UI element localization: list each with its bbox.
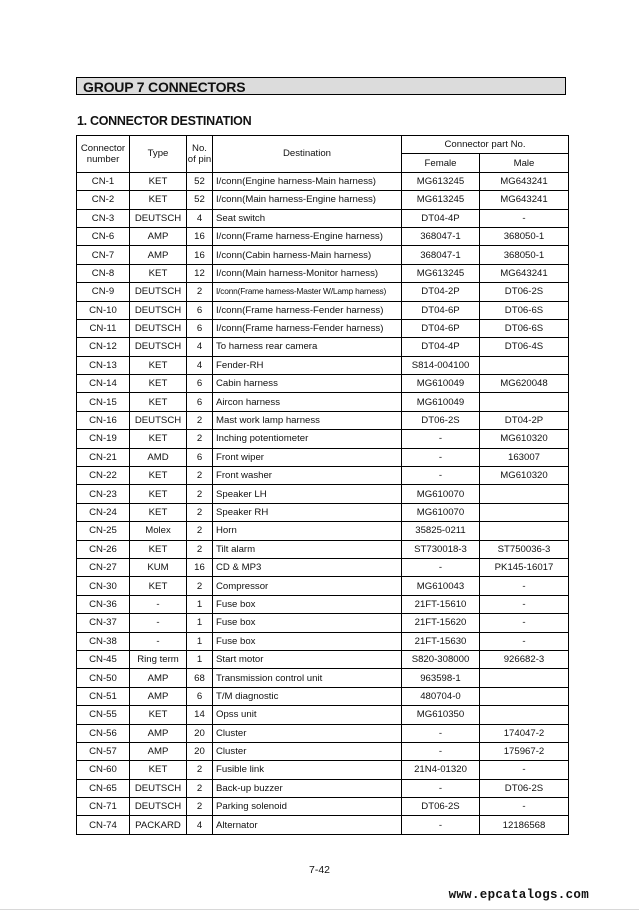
cell-female: MG610070: [402, 503, 480, 521]
cell-male: MG620048: [480, 375, 569, 393]
table-row: [77, 246, 569, 264]
cell-female: -: [402, 816, 480, 834]
cell-destination: Cabin harness: [213, 375, 402, 393]
cell-destination: To harness rear camera: [213, 338, 402, 356]
cell-male: DT06-2S: [480, 283, 569, 301]
cell-type: DEUTSCH: [130, 798, 187, 816]
cell-destination: Fuse box: [213, 595, 402, 613]
cell-pins: 2: [187, 779, 213, 797]
cell-male: ST750036-3: [480, 540, 569, 558]
cell-type: KET: [130, 577, 187, 595]
cell-connector-number: CN-74: [77, 816, 130, 834]
header-pins: No. of pin: [187, 136, 213, 173]
cell-pins: 4: [187, 356, 213, 374]
cell-female: 480704-0: [402, 687, 480, 705]
cell-female: -: [402, 558, 480, 576]
cell-type: DEUTSCH: [130, 338, 187, 356]
cell-female: 21FT-15630: [402, 632, 480, 650]
cell-type: AMP: [130, 246, 187, 264]
cell-connector-number: CN-12: [77, 338, 130, 356]
cell-pins: 4: [187, 338, 213, 356]
cell-connector-number: CN-26: [77, 540, 130, 558]
table-row: [77, 393, 569, 411]
cell-destination: Fuse box: [213, 632, 402, 650]
cell-type: KET: [130, 467, 187, 485]
table-row: [77, 503, 569, 521]
cell-type: DEUTSCH: [130, 319, 187, 337]
cell-female: -: [402, 430, 480, 448]
cell-female: DT04-2P: [402, 283, 480, 301]
cell-male: [480, 356, 569, 374]
cell-type: AMP: [130, 669, 187, 687]
cell-connector-number: CN-27: [77, 558, 130, 576]
cell-destination: I/conn(Main harness-Monitor harness): [213, 264, 402, 282]
table-row: [77, 614, 569, 632]
cell-destination: Cluster: [213, 724, 402, 742]
cell-destination: Mast work lamp harness: [213, 411, 402, 429]
cell-type: KET: [130, 356, 187, 374]
cell-female: DT04-6P: [402, 301, 480, 319]
cell-female: -: [402, 448, 480, 466]
table-row: [77, 687, 569, 705]
cell-type: PACKARD: [130, 816, 187, 834]
cell-male: DT04-2P: [480, 411, 569, 429]
cell-type: KUM: [130, 558, 187, 576]
table-row: [77, 632, 569, 650]
cell-connector-number: CN-11: [77, 319, 130, 337]
cell-female: DT04-4P: [402, 209, 480, 227]
cell-connector-number: CN-57: [77, 742, 130, 760]
page-number: 7-42: [308, 864, 330, 876]
cell-type: KET: [130, 761, 187, 779]
cell-destination: Compressor: [213, 577, 402, 595]
cell-female: -: [402, 724, 480, 742]
cell-type: DEUTSCH: [130, 779, 187, 797]
cell-type: Ring term: [130, 650, 187, 668]
cell-type: -: [130, 595, 187, 613]
cell-male: 926682-3: [480, 650, 569, 668]
table-row: [77, 669, 569, 687]
table-row: [77, 375, 569, 393]
cell-type: KET: [130, 485, 187, 503]
cell-male: MG610320: [480, 467, 569, 485]
cell-pins: 6: [187, 448, 213, 466]
cell-destination: Transmission control unit: [213, 669, 402, 687]
cell-destination: Start motor: [213, 650, 402, 668]
cell-connector-number: CN-7: [77, 246, 130, 264]
cell-female: 963598-1: [402, 669, 480, 687]
table-body: [77, 172, 569, 834]
cell-male: MG643241: [480, 172, 569, 190]
cell-destination: Aircon harness: [213, 393, 402, 411]
table-row: [77, 816, 569, 834]
cell-destination: Speaker LH: [213, 485, 402, 503]
cell-pins: 4: [187, 816, 213, 834]
cell-destination: Speaker RH: [213, 503, 402, 521]
cell-female: -: [402, 742, 480, 760]
table-row: [77, 577, 569, 595]
cell-type: DEUTSCH: [130, 411, 187, 429]
cell-pins: 16: [187, 227, 213, 245]
cell-male: -: [480, 209, 569, 227]
cell-type: KET: [130, 430, 187, 448]
cell-pins: 6: [187, 319, 213, 337]
cell-type: KET: [130, 393, 187, 411]
cell-pins: 68: [187, 669, 213, 687]
table-row: [77, 264, 569, 282]
table-row: [77, 522, 569, 540]
cell-type: KET: [130, 503, 187, 521]
cell-female: DT06-2S: [402, 411, 480, 429]
cell-connector-number: CN-8: [77, 264, 130, 282]
table-row: [77, 724, 569, 742]
header-male: Male: [480, 154, 569, 172]
cell-pins: 2: [187, 467, 213, 485]
table-row: [77, 227, 569, 245]
cell-pins: 2: [187, 761, 213, 779]
table-row: [77, 742, 569, 760]
table-row: [77, 301, 569, 319]
cell-destination: I/conn(Frame harness-Fender harness): [213, 301, 402, 319]
cell-female: 368047-1: [402, 227, 480, 245]
table-row: [77, 448, 569, 466]
cell-connector-number: CN-56: [77, 724, 130, 742]
cell-connector-number: CN-71: [77, 798, 130, 816]
cell-female: DT06-2S: [402, 798, 480, 816]
cell-type: KET: [130, 540, 187, 558]
cell-female: MG610043: [402, 577, 480, 595]
cell-male: 174047-2: [480, 724, 569, 742]
cell-connector-number: CN-14: [77, 375, 130, 393]
cell-pins: 2: [187, 522, 213, 540]
cell-connector-number: CN-23: [77, 485, 130, 503]
cell-female: MG613245: [402, 172, 480, 190]
cell-type: -: [130, 632, 187, 650]
table-row: [77, 558, 569, 576]
cell-pins: 12: [187, 264, 213, 282]
cell-pins: 4: [187, 209, 213, 227]
cell-male: -: [480, 614, 569, 632]
cell-female: MG610350: [402, 706, 480, 724]
cell-connector-number: CN-36: [77, 595, 130, 613]
table-row: [77, 595, 569, 613]
header-female: Female: [402, 154, 480, 172]
cell-destination: Parking solenoid: [213, 798, 402, 816]
cell-type: AMD: [130, 448, 187, 466]
cell-type: DEUTSCH: [130, 283, 187, 301]
cell-pins: 2: [187, 411, 213, 429]
cell-type: KET: [130, 264, 187, 282]
cell-type: AMP: [130, 687, 187, 705]
cell-type: DEUTSCH: [130, 301, 187, 319]
cell-destination: Inching potentiometer: [213, 430, 402, 448]
cell-destination: I/conn(Frame harness-Engine harness): [213, 227, 402, 245]
cell-male: 368050-1: [480, 246, 569, 264]
cell-male: DT06-2S: [480, 779, 569, 797]
cell-pins: 2: [187, 540, 213, 558]
cell-male: DT06-6S: [480, 301, 569, 319]
cell-pins: 1: [187, 595, 213, 613]
table-row: [77, 467, 569, 485]
cell-connector-number: CN-25: [77, 522, 130, 540]
cell-type: KET: [130, 191, 187, 209]
cell-destination: T/M diagnostic: [213, 687, 402, 705]
cell-type: AMP: [130, 724, 187, 742]
cell-connector-number: CN-50: [77, 669, 130, 687]
cell-connector-number: CN-30: [77, 577, 130, 595]
watermark: www.epcatalogs.com: [448, 888, 589, 902]
cell-type: -: [130, 614, 187, 632]
cell-male: [480, 485, 569, 503]
cell-destination: I/conn(Main harness-Engine harness): [213, 191, 402, 209]
cell-type: AMP: [130, 742, 187, 760]
cell-male: 12186568: [480, 816, 569, 834]
cell-connector-number: CN-19: [77, 430, 130, 448]
cell-destination: Front washer: [213, 467, 402, 485]
cell-destination: Seat switch: [213, 209, 402, 227]
cell-male: [480, 669, 569, 687]
bottom-divider: [0, 909, 639, 910]
cell-pins: 2: [187, 430, 213, 448]
cell-type: KET: [130, 375, 187, 393]
table-row: [77, 761, 569, 779]
cell-female: -: [402, 467, 480, 485]
cell-pins: 52: [187, 191, 213, 209]
cell-destination: Fender-RH: [213, 356, 402, 374]
cell-female: MG613245: [402, 264, 480, 282]
cell-male: [480, 706, 569, 724]
cell-pins: 2: [187, 798, 213, 816]
cell-male: -: [480, 577, 569, 595]
cell-pins: 1: [187, 650, 213, 668]
cell-female: DT04-4P: [402, 338, 480, 356]
cell-connector-number: CN-1: [77, 172, 130, 190]
cell-male: 175967-2: [480, 742, 569, 760]
cell-connector-number: CN-2: [77, 191, 130, 209]
cell-pins: 1: [187, 614, 213, 632]
cell-male: -: [480, 761, 569, 779]
cell-connector-number: CN-10: [77, 301, 130, 319]
cell-connector-number: CN-51: [77, 687, 130, 705]
cell-male: 368050-1: [480, 227, 569, 245]
cell-destination: Front wiper: [213, 448, 402, 466]
cell-connector-number: CN-9: [77, 283, 130, 301]
cell-male: DT06-6S: [480, 319, 569, 337]
cell-destination: Back-up buzzer: [213, 779, 402, 797]
cell-connector-number: CN-45: [77, 650, 130, 668]
table-row: [77, 411, 569, 429]
section-title: 1. CONNECTOR DESTINATION: [77, 114, 252, 128]
cell-female: DT04-6P: [402, 319, 480, 337]
cell-male: [480, 522, 569, 540]
cell-pins: 2: [187, 283, 213, 301]
cell-female: MG613245: [402, 191, 480, 209]
cell-pins: 1: [187, 632, 213, 650]
cell-destination: I/conn(Frame harness-Master W/Lamp harness): [213, 283, 402, 301]
cell-destination: I/conn(Cabin harness-Main harness): [213, 246, 402, 264]
cell-pins: 2: [187, 485, 213, 503]
table-row: [77, 798, 569, 816]
cell-destination: Horn: [213, 522, 402, 540]
cell-male: [480, 503, 569, 521]
cell-male: 163007: [480, 448, 569, 466]
connector-table: [76, 135, 569, 835]
cell-pins: 2: [187, 503, 213, 521]
table-row: [77, 191, 569, 209]
cell-male: MG610320: [480, 430, 569, 448]
cell-type: KET: [130, 172, 187, 190]
cell-pins: 6: [187, 301, 213, 319]
cell-destination: Fusible link: [213, 761, 402, 779]
cell-destination: I/conn(Frame harness-Fender harness): [213, 319, 402, 337]
cell-type: DEUTSCH: [130, 209, 187, 227]
cell-destination: CD & MP3: [213, 558, 402, 576]
cell-connector-number: CN-21: [77, 448, 130, 466]
table-row: [77, 338, 569, 356]
cell-connector-number: CN-16: [77, 411, 130, 429]
table-row: [77, 319, 569, 337]
cell-pins: 6: [187, 375, 213, 393]
cell-male: -: [480, 632, 569, 650]
cell-male: MG643241: [480, 264, 569, 282]
cell-female: 21FT-15620: [402, 614, 480, 632]
cell-male: PK145-16017: [480, 558, 569, 576]
cell-connector-number: CN-13: [77, 356, 130, 374]
cell-pins: 14: [187, 706, 213, 724]
cell-pins: 52: [187, 172, 213, 190]
cell-female: ST730018-3: [402, 540, 480, 558]
cell-male: -: [480, 798, 569, 816]
cell-male: [480, 687, 569, 705]
cell-pins: 20: [187, 742, 213, 760]
cell-destination: Fuse box: [213, 614, 402, 632]
cell-male: MG643241: [480, 191, 569, 209]
cell-connector-number: CN-55: [77, 706, 130, 724]
cell-female: MG610049: [402, 393, 480, 411]
cell-pins: 16: [187, 558, 213, 576]
cell-destination: Tilt alarm: [213, 540, 402, 558]
table-row: [77, 209, 569, 227]
cell-female: 21N4-01320: [402, 761, 480, 779]
cell-connector-number: CN-22: [77, 467, 130, 485]
table-row: [77, 485, 569, 503]
cell-female: 35825-0211: [402, 522, 480, 540]
cell-male: -: [480, 595, 569, 613]
cell-pins: 2: [187, 577, 213, 595]
cell-destination: I/conn(Engine harness-Main harness): [213, 172, 402, 190]
cell-connector-number: CN-15: [77, 393, 130, 411]
cell-female: 368047-1: [402, 246, 480, 264]
cell-type: KET: [130, 706, 187, 724]
cell-pins: 6: [187, 687, 213, 705]
cell-female: -: [402, 779, 480, 797]
table-row: [77, 356, 569, 374]
cell-connector-number: CN-38: [77, 632, 130, 650]
header-destination: Destination: [213, 136, 402, 173]
table-row: [77, 650, 569, 668]
header-type: Type: [130, 136, 187, 173]
cell-connector-number: CN-60: [77, 761, 130, 779]
cell-pins: 16: [187, 246, 213, 264]
cell-male: [480, 393, 569, 411]
cell-connector-number: CN-65: [77, 779, 130, 797]
group-header: GROUP 7 CONNECTORS: [76, 77, 566, 95]
table-row: [77, 430, 569, 448]
cell-type: Molex: [130, 522, 187, 540]
cell-pins: 20: [187, 724, 213, 742]
table-row: [77, 172, 569, 190]
cell-type: AMP: [130, 227, 187, 245]
cell-destination: Opss unit: [213, 706, 402, 724]
cell-connector-number: CN-3: [77, 209, 130, 227]
table-row: [77, 779, 569, 797]
header-connector-number: Connector number: [77, 136, 130, 173]
cell-female: 21FT-15610: [402, 595, 480, 613]
table-row: [77, 540, 569, 558]
cell-female: S814-004100: [402, 356, 480, 374]
cell-female: S820-308000: [402, 650, 480, 668]
cell-female: MG610070: [402, 485, 480, 503]
table-row: [77, 283, 569, 301]
table-row: [77, 706, 569, 724]
cell-pins: 6: [187, 393, 213, 411]
cell-female: MG610049: [402, 375, 480, 393]
cell-destination: Alternator: [213, 816, 402, 834]
cell-destination: Cluster: [213, 742, 402, 760]
cell-male: DT06-4S: [480, 338, 569, 356]
header-part-no: Connector part No.: [402, 136, 569, 154]
cell-connector-number: CN-37: [77, 614, 130, 632]
cell-connector-number: CN-6: [77, 227, 130, 245]
cell-connector-number: CN-24: [77, 503, 130, 521]
